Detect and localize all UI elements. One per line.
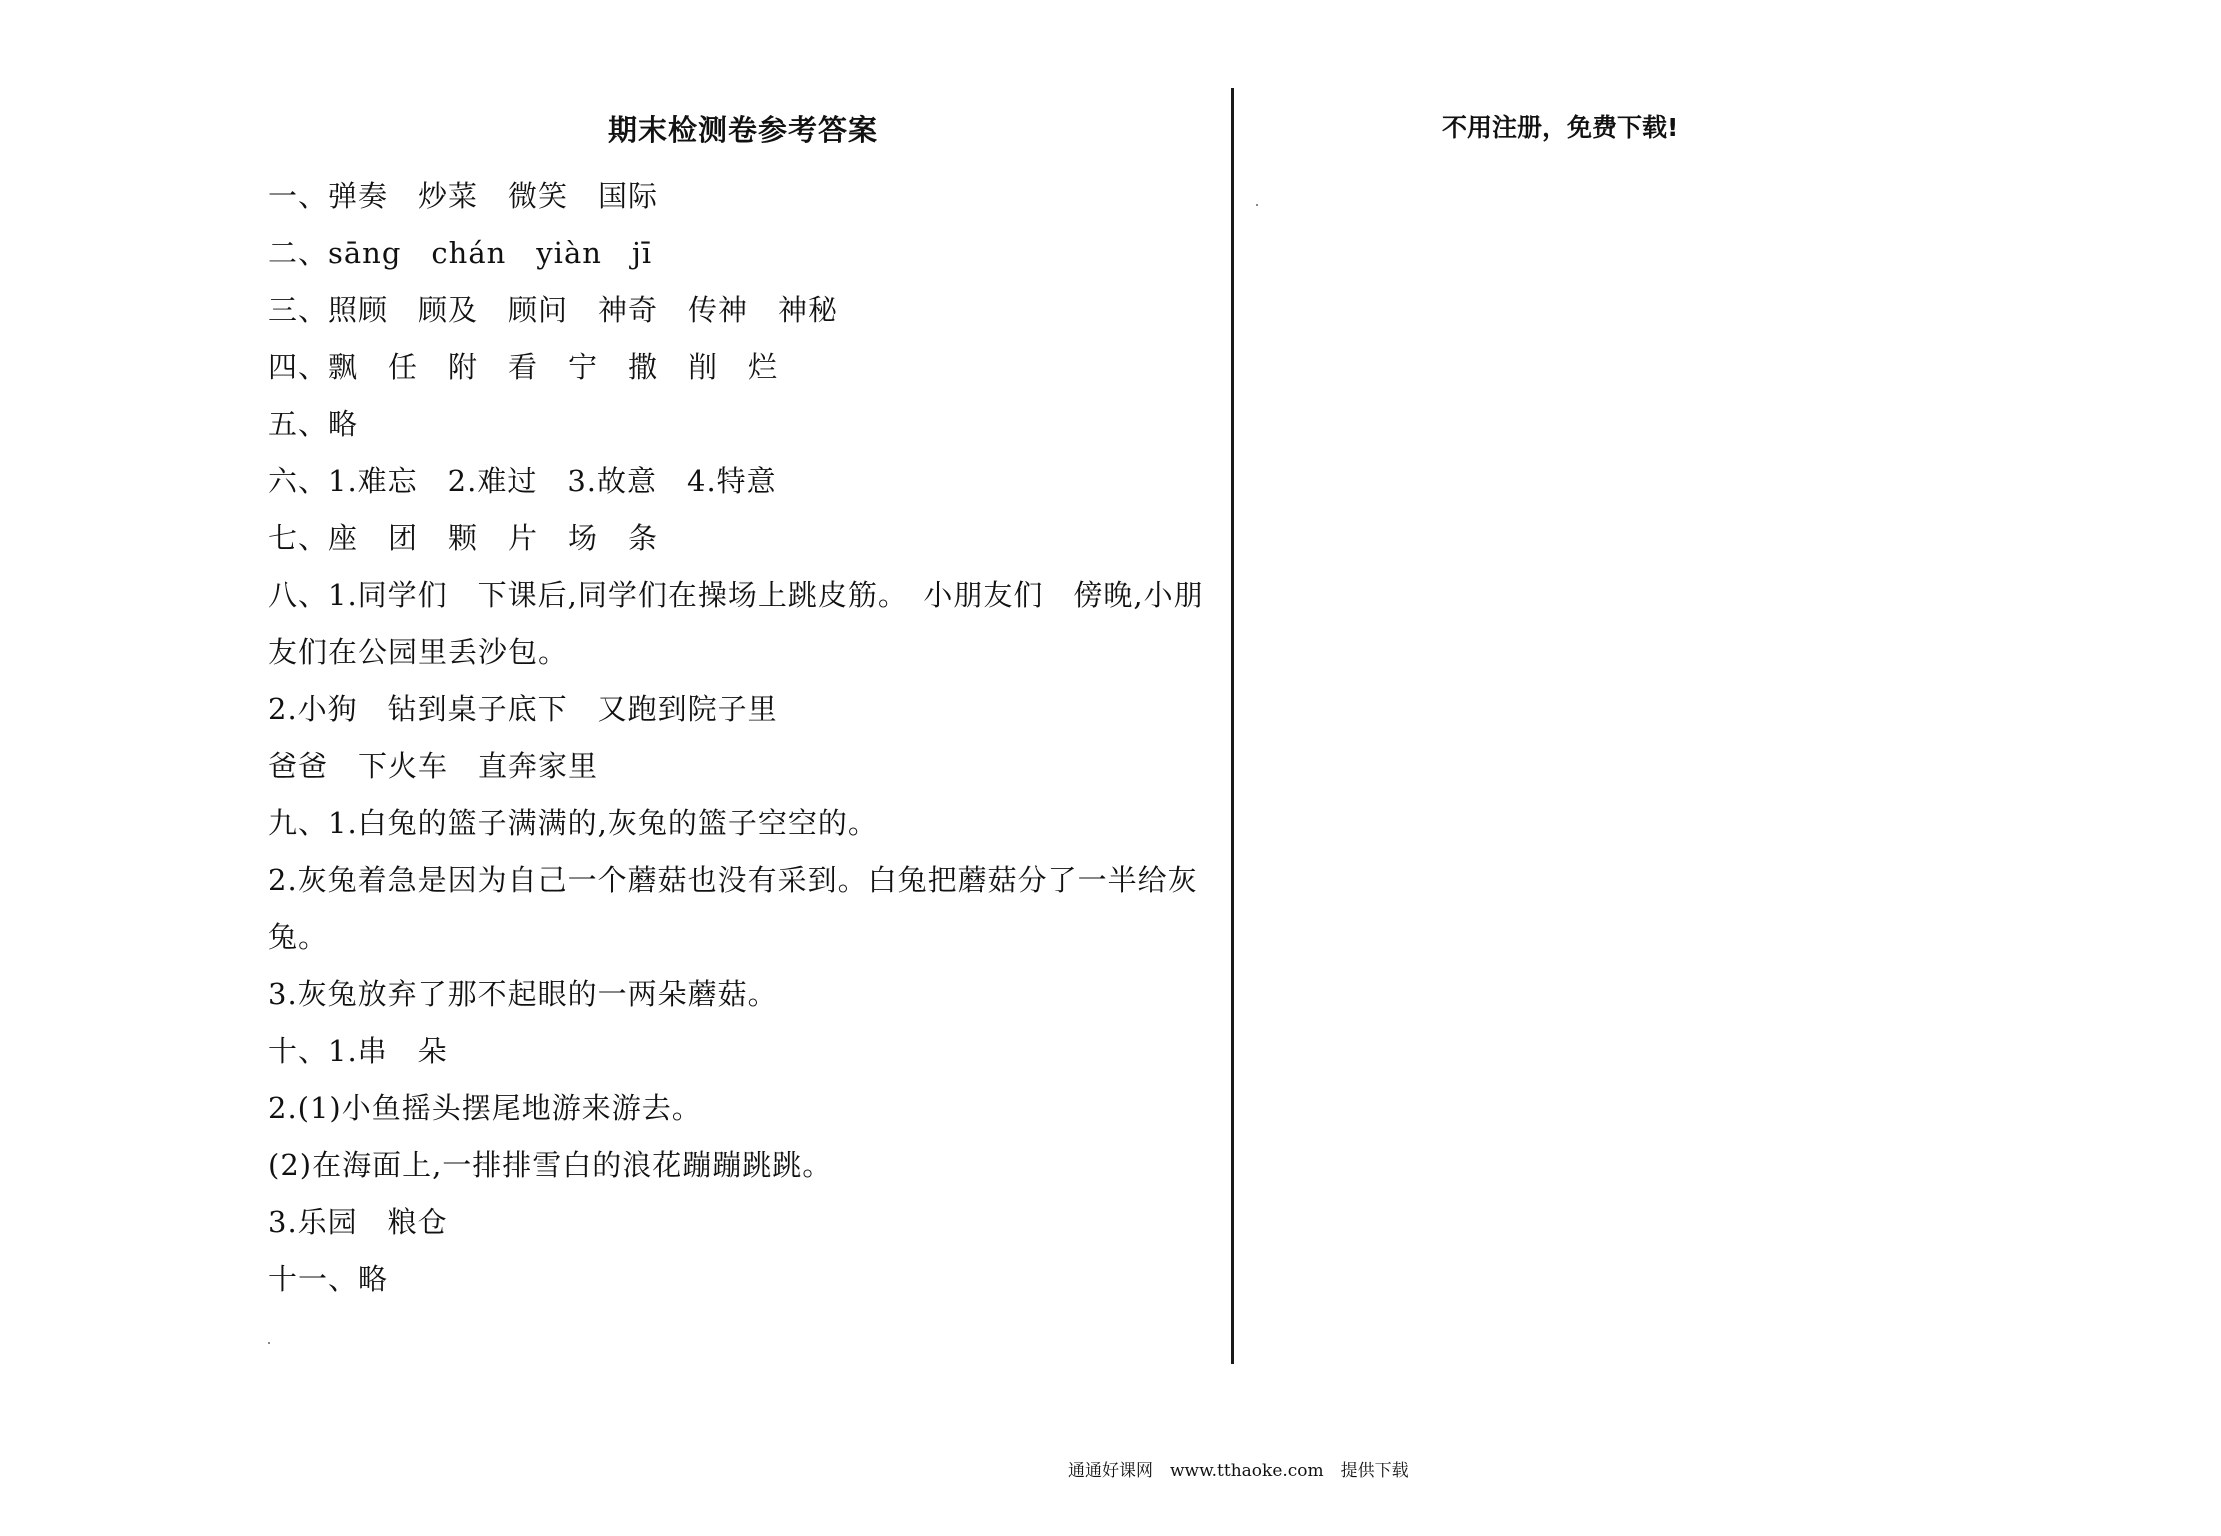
scan-speck [268,1342,270,1344]
answer-line: 五、略 [268,407,359,441]
answer-line: 八、1.同学们 下课后,同学们在操场上跳皮筋。 小朋友们 傍晚,小朋 [268,578,1204,612]
answer-line: 十、1.串 朵 [268,1034,448,1068]
column-divider [1231,88,1234,1364]
answer-line: 3.灰兔放弃了那不起眼的一两朵蘑菇。 [268,977,778,1011]
answer-line: 四、飘 任 附 看 宁 撒 削 烂 [268,350,779,384]
answer-line: 九、1.白兔的篮子满满的,灰兔的篮子空空的。 [268,806,878,840]
answer-line: 十一、略 [268,1262,389,1296]
answer-line: (2)在海面上,一排排雪白的浪花蹦蹦跳跳。 [268,1148,833,1182]
answer-line: 兔。 [268,920,329,954]
answer-line: 六、1.难忘 2.难过 3.故意 4.特意 [268,464,777,498]
answer-line: 三、照顾 顾及 顾问 神奇 传神 神秘 [268,293,839,327]
page-title: 期末检测卷参考答案 [607,113,878,147]
scan-speck [1256,204,1258,206]
answer-line: 3.乐园 粮仓 [268,1205,448,1239]
answer-line: 2.小狗 钻到桌子底下 又跑到院子里 [268,692,778,726]
answer-list [268,168,1218,1308]
answer-line: 七、座 团 颗 片 场 条 [268,521,659,555]
answer-line: 2.灰兔着急是因为自己一个蘑菇也没有采到。白兔把蘑菇分了一半给灰 [268,863,1198,897]
answer-line: 二、sāng chán yiàn jī [268,236,653,270]
download-note: 不用注册，免费下载! [1442,113,1679,142]
answer-line: 2.(1)小鱼摇头摆尾地游来游去。 [268,1091,702,1125]
footer-credit: 通通好课网 www.tthaoke.com 提供下载 [1068,1461,1409,1481]
answer-line: 友们在公园里丢沙包。 [268,635,569,669]
answer-line: 一、弹奏 炒菜 微笑 国际 [268,179,659,213]
answer-line: 爸爸 下火车 直奔家里 [268,749,599,783]
